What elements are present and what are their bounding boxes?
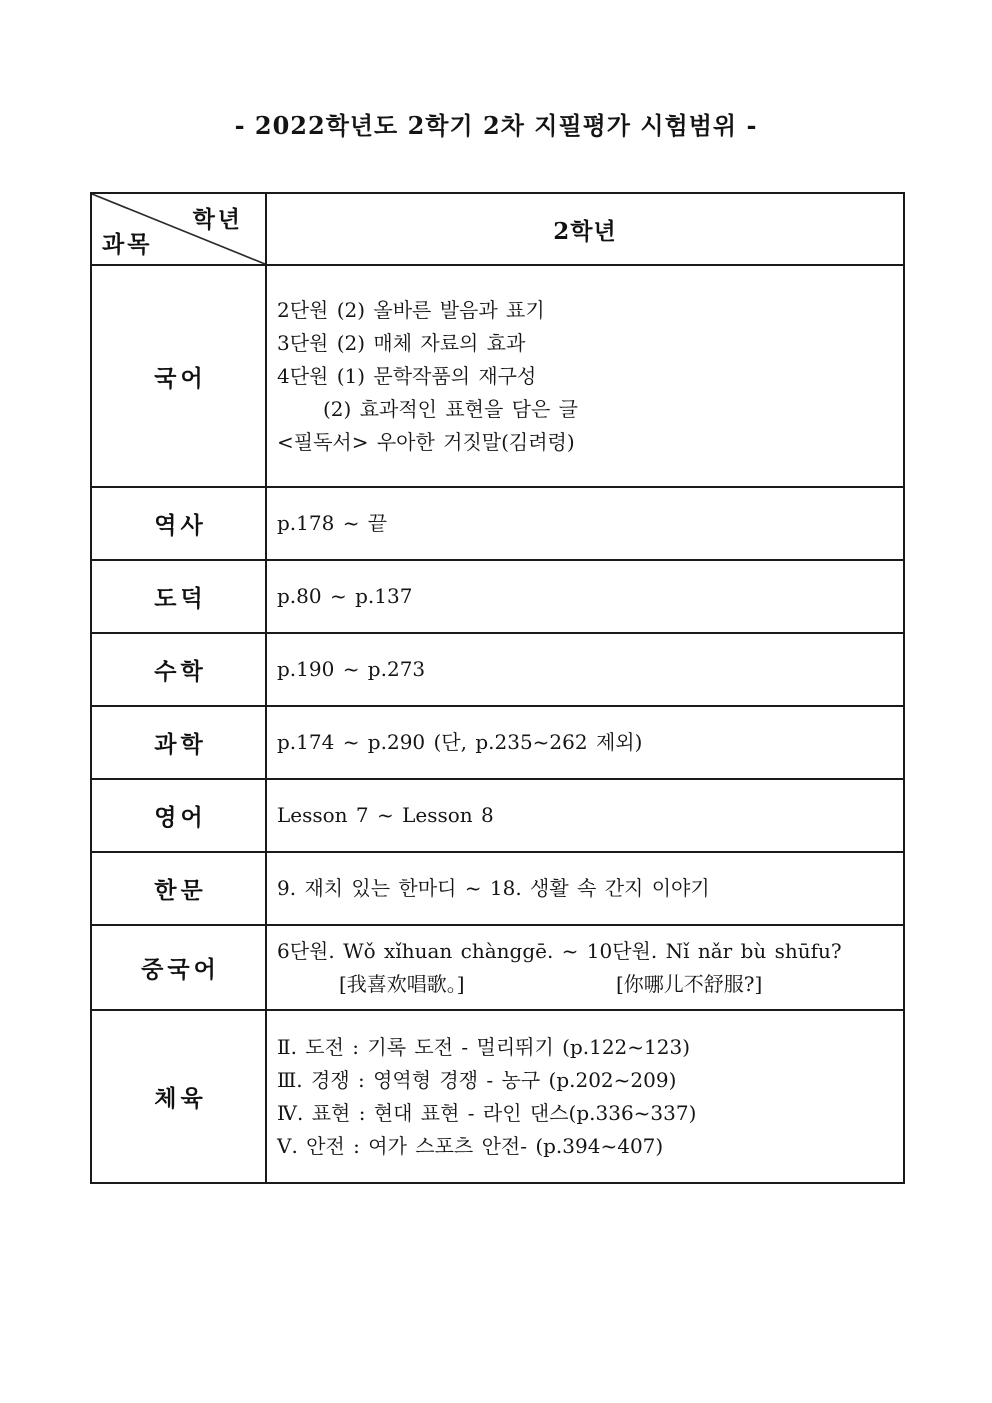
subject-cell-math: 수학 [91, 633, 266, 706]
table-header-row [91, 193, 904, 265]
corner-label-subject: 과목 [102, 231, 153, 258]
chinese-hanzi-right: [你哪儿不舒服?] [615, 971, 763, 996]
content-line: 9. 재치 있는 한마디 ~ 18. 생활 속 간지 이야기 [277, 876, 710, 900]
content-line: p.178 ~ 끝 [277, 511, 388, 535]
subject-cell-pe: 체육 [91, 1010, 266, 1183]
content-line [277, 968, 897, 1001]
content-line: Ⅴ. 안전 : 여가 스포츠 안전- (p.394~407) [277, 1133, 664, 1158]
subject-cell-science: 과학 [91, 706, 266, 779]
content-cell-hanja [266, 852, 904, 925]
content-cell-chinese [266, 925, 904, 1010]
content-cell-pe [266, 1010, 904, 1183]
table-row-math [91, 633, 904, 706]
content-line: 4단원 (1) 문학작품의 재구성 [277, 363, 537, 388]
corner-label-grade: 학년 [192, 206, 243, 233]
subject-cell-hanja: 한문 [91, 852, 266, 925]
content-cell-ethics [266, 560, 904, 633]
subject-cell-english: 영어 [91, 779, 266, 852]
content-line: p.190 ~ p.273 [277, 657, 426, 681]
content-line: Ⅲ. 경쟁 : 영역형 경쟁 - 농구 (p.202~209) [277, 1067, 677, 1092]
content-cell-english [266, 779, 904, 852]
table-row-pe [91, 1010, 904, 1183]
content-line: p.80 ~ p.137 [277, 584, 413, 608]
content-line: <필독서> 우아한 거짓말(김려령) [277, 429, 575, 454]
content-line: 2단원 (2) 올바른 발음과 표기 [277, 297, 545, 322]
content-cell-history [266, 487, 904, 560]
table-row-ethics [91, 560, 904, 633]
table-row-science [91, 706, 904, 779]
header-corner-cell [91, 193, 266, 265]
page-title: - 2022학년도 2학기 2차 지필평가 시험범위 - [234, 111, 758, 140]
table-row-korean [91, 265, 904, 487]
subject-cell-chinese: 중국어 [91, 925, 266, 1010]
content-line: Lesson 7 ~ Lesson 8 [277, 803, 494, 827]
grade-header-cell: 2학년 [266, 193, 904, 265]
table-row-hanja [91, 852, 904, 925]
table-row-history [91, 487, 904, 560]
content-cell-science [266, 706, 904, 779]
content-line: 3단원 (2) 매체 자료의 효과 [277, 330, 526, 355]
subject-cell-ethics: 도덕 [91, 560, 266, 633]
exam-range-table [90, 192, 905, 1184]
table-row-chinese [91, 925, 904, 1010]
content-line: Ⅱ. 도전 : 기록 도전 - 멀리뛰기 (p.122~123) [277, 1034, 691, 1059]
subject-cell-history: 역사 [91, 487, 266, 560]
content-cell-korean [266, 265, 904, 487]
subject-cell-korean: 국어 [91, 265, 266, 487]
content-line: Ⅳ. 표현 : 현대 표현 - 라인 댄스(p.336~337) [277, 1100, 697, 1125]
content-cell-math [266, 633, 904, 706]
table-row-english [91, 779, 904, 852]
chinese-hanzi-left: [我喜欢唱歌。] [339, 971, 465, 996]
content-line: (2) 효과적인 표현을 담은 글 [323, 396, 578, 421]
content-line: 6단원. Wǒ xǐhuan chànggē. ~ 10단원. Nǐ nǎr bù shūfu? [277, 938, 842, 963]
content-line: p.174 ~ p.290 (단, p.235~262 제외) [277, 730, 643, 754]
